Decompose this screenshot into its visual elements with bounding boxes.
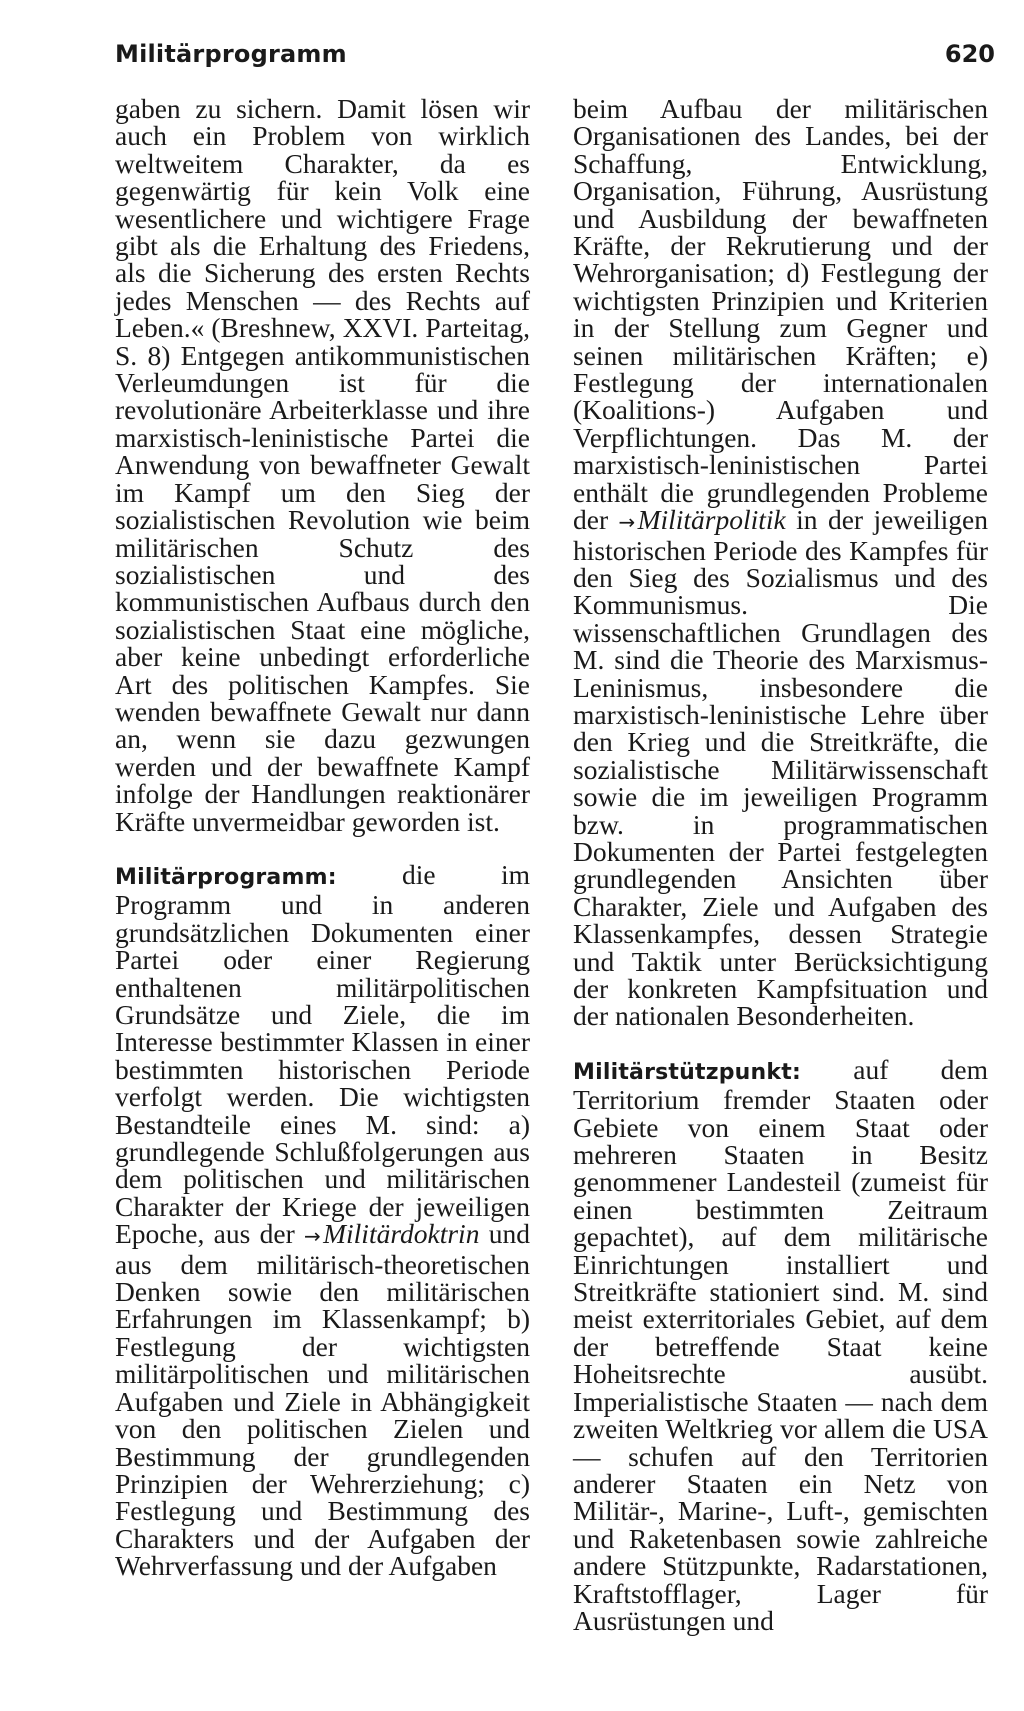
entry-militaerprogramm-continued (573, 95, 988, 1030)
page-number: 620 (944, 40, 995, 68)
lemma-militaerstuetzpunkt: Militärstützpunkt: (573, 1059, 801, 1085)
running-head-term: Militärprogramm (115, 40, 347, 68)
continuation-text: gaben zu sichern. Damit lösen wir auch ein Problem von wirklich weltweitem Charakter, da es gegenwärtig für kein Volk eine wesentlichere und wichtigere Frage gibt als die Erhaltung des Friedens, als die Sicherung des ersten Rechts jedes Menschen — des Rechts auf Leben.« (Breshnew, XXVI. Parteitag, S. 8) Entgegen antikommunistischen Verleumdungen ist für die revolutionäre Arbeiterklasse und ihre marxistisch-leninistische Partei die Anwendung von bewaffneter Gewalt im Kampf um den Sieg der sozialistischen Revolution wie beim militärischen Schutz des sozialistischen und des kommunistischen Aufbaus durch den sozialistischen Staat eine mögliche, aber keine unbedingt erforderliche Art des politischen Kampfes. Sie wenden bewaffnete Gewalt nur dann an, wenn sie dazu gezwungen werden und der bewaffnete Kampf infolge der Handlungen reaktionärer Kräfte unvermeidbar geworden ist. (115, 93, 530, 837)
entry-text: beim Aufbau der militärischen Organisationen des Landes, bei der Schaffung, Entwicklung, Organisation, Führung, Ausrüstung und Ausbildung der bewaffneten Kräfte, der Rekrutierung und der Wehrorganisation; d) Festlegung der wichtigsten Prinzipien und Kriterien in der Stellung zum Gegner und seinen militärischen Kräften; e) Festlegung der internationalen (Koalitions-) Aufgaben und Verpflichtungen. Das M. der marxistisch-leninistischen Partei enthält die grundlegenden Probleme der (573, 93, 988, 536)
cross-reference-arrow-icon: → (304, 1224, 321, 1249)
cross-reference-arrow-icon: → (618, 510, 636, 535)
lemma-militaerprogramm: Militärprogramm: (115, 864, 337, 890)
cross-reference-militaerpolitik[interactable]: Militärpolitik (637, 504, 786, 536)
entry-text: die im Programm und in anderen grundsätzlichen Dokumenten einer Partei oder einer Regierung enthaltenen militärpolitischen Grundsätze und Ziele, die im Interesse bestimmter Klassen in einer bestimmten historischen Periode verfolgt werden. Die wichtigsten Bestandteile eines M. sind: a) grundlegende Schlußfolgerungen aus dem politischen und militärischen Charakter der Kriege der jeweiligen Epoche, aus der (115, 858, 530, 1250)
entry-militaerprogramm (115, 858, 531, 1582)
running-head (115, 40, 995, 74)
entry-text: und aus dem militärisch-theoretischen Denken sowie den militärischen Erfahrungen im Klassenkampf; b) Festlegung der wichtigsten militärpolitischen und militärischen Aufgaben und Ziele in Abhängigkeit von den politischen Zielen und Bestimmung der grundlegenden Prinzipien der Wehrerziehung; c) Festlegung und Bestimmung des Charakters und der Aufgaben der Wehrverfassung und der Aufgaben (115, 1218, 531, 1582)
entry-text: in der jeweiligen historischen Periode des Kampfes für den Sieg des Sozialismus und des Kommunismus. Die wissenschaftlichen Grundlagen des M. sind die Theorie des Marxismus-Leninismus, insbesondere die marxistisch-leninistische Lehre über den Krieg und die Streitkräfte, die sozialistische Militärwissenschaft sowie die im jeweiligen Programm bzw. in programmatischen Dokumenten der Partei festgelegten grundlegenden Ansichten über Charakter, Ziele und Aufgaben des Klassenkampfes, dessen Strategie und Taktik unter Berücksichtigung der konkreten Kampfsituation und der nationalen Besonderheiten. (573, 504, 988, 1032)
right-column (573, 95, 988, 1634)
entry-militaerstuetzpunkt (573, 1053, 988, 1636)
entry-text: auf dem Territorium fremder Staaten oder Gebiete von einem Staat oder mehreren Staaten in Besitz genommener Landesteil (zumeist für einen bestimmten Zeitraum gepachtet), auf dem militärische Einrichtungen installiert und Streitkräfte stationiert sind. M. sind meist exterritoriales Gebiet, auf dem der betreffende Staat keine Hoheitsrechte ausübt. Imperialistische Staaten — nach dem zweiten Weltkrieg vor allem die USA — schufen auf den Territorien anderer Staaten ein Netz von Militär-, Marine-, Luft-, gemischten und Raketenbasen sowie zahlreiche andere Stützpunkte, Radarstationen, Kraftstofflager, Lager für Ausrüstungen und (573, 1053, 988, 1636)
left-column (115, 95, 530, 1580)
entry-continuation-paragraph (115, 95, 530, 835)
cross-reference-militaerdoktrin[interactable]: Militärdoktrin (323, 1218, 480, 1250)
